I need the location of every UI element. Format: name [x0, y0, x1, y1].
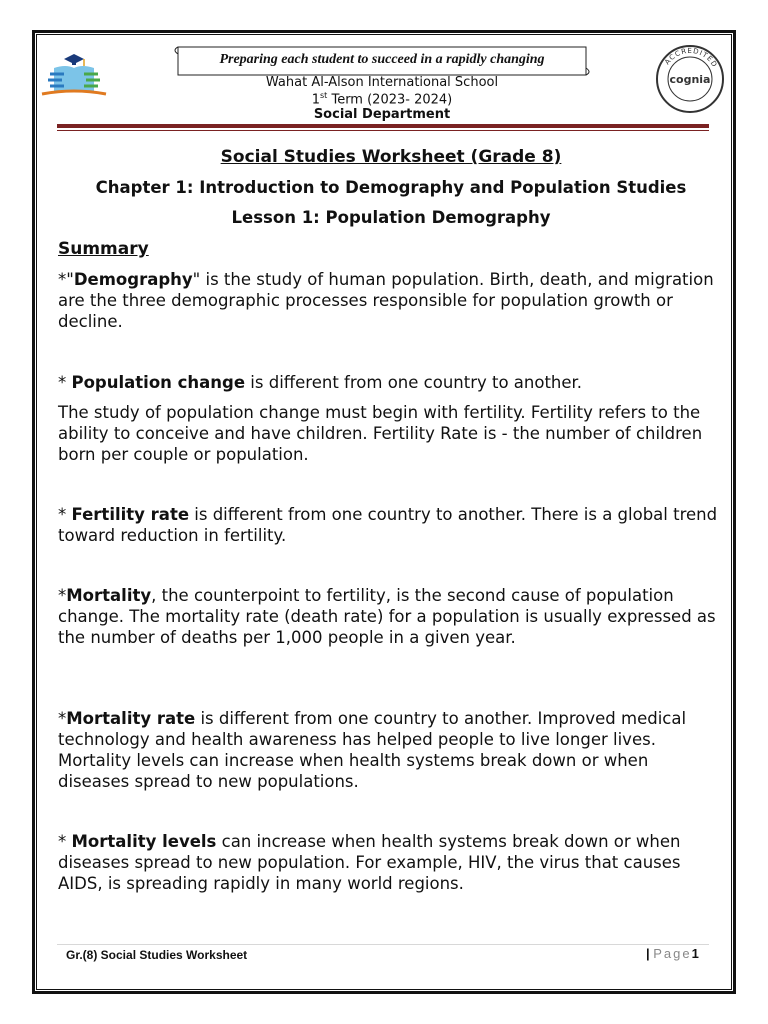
term-line: [172, 91, 592, 107]
paragraph-mortality-levels: [58, 831, 718, 894]
footer-title: Gr.(8) Social Studies Worksheet: [66, 948, 248, 962]
p4-prefix: *: [58, 505, 72, 524]
svg-text:ACCREDITED: [663, 47, 719, 69]
page-number-value: 1: [691, 946, 699, 961]
footer-separator: |: [646, 946, 650, 961]
p1-term: Demography: [73, 270, 193, 289]
school-motto: Preparing each student to succeed in a rapidly changing: [219, 52, 545, 67]
page-number: [646, 946, 699, 961]
p5-term: Mortality: [66, 586, 152, 605]
seal-top-text: ACCREDITED: [663, 46, 719, 70]
p2-text: is different from one country to another.: [245, 373, 583, 392]
paragraph-fertility-rate: [58, 504, 718, 546]
paragraph-fertility-intro: The study of population change must begin with fertility. Fertility refers to the ability to conceive and have children. Fertility Rate is - the number of children born per couple or population.: [58, 403, 703, 464]
p5-text: , the counterpoint to fertility, is the second cause of population change. The mortality rate (death rate) for a population is usually expressed as the number of deaths per 1,000 people in a given year.: [58, 586, 716, 647]
p6-prefix: *: [58, 709, 67, 728]
p4-term: Fertility rate: [71, 505, 190, 524]
term-number: 1: [311, 92, 321, 108]
paragraph-demography: [58, 269, 718, 332]
seal-brand-text: cognia: [669, 73, 711, 86]
term-superscript: st: [320, 91, 328, 100]
paragraph-mortality-rate: [58, 708, 718, 792]
p6-text: is different from one country to another. Improved medical technology and health awareness has helped people to live longer lives. Mortality levels can increase when health systems break down or when diseases spread to new populations.: [58, 709, 687, 791]
footer-rule: [57, 944, 709, 945]
header-rule-thin: [57, 130, 709, 131]
page-word: Page: [653, 946, 692, 961]
paragraph-population-change: [58, 372, 718, 393]
p7-term: Mortality levels: [71, 832, 217, 851]
header-rule-thick: [57, 124, 709, 128]
department-name: Social Department: [313, 107, 451, 122]
school-logo: [40, 52, 108, 98]
school-name: Wahat Al-Alson International School: [265, 75, 499, 90]
paragraph-mortality: [58, 585, 718, 648]
p5-prefix: *: [58, 586, 67, 605]
lesson-title: Lesson 1: Population Demography: [231, 208, 551, 227]
p1-text: " is the study of human population. Birth, death, and migration are the three demographic processes responsible for population growth or decline.: [58, 270, 714, 331]
p2-term: Population change: [71, 373, 246, 392]
p7-text: can increase when health systems break down or when diseases spread to new population. For example, HIV, the virus that causes AIDS, is spreading rapidly in many world regions.: [58, 832, 681, 893]
summary-heading: Summary: [58, 239, 149, 259]
term-rest: Term (2023- 2024): [327, 92, 453, 108]
p6-term: Mortality rate: [66, 709, 196, 728]
cognia-accreditation-seal: [652, 44, 728, 114]
chapter-title: Chapter 1: Introduction to Demography and Population Studies: [95, 178, 687, 197]
p4-text: is different from one country to another. There is a global trend toward reduction in fertility.: [58, 505, 718, 545]
p1-prefix: *": [58, 270, 74, 289]
p7-prefix: *: [58, 832, 72, 851]
p2-prefix: *: [58, 373, 72, 392]
worksheet-title: Social Studies Worksheet (Grade 8): [220, 147, 562, 167]
